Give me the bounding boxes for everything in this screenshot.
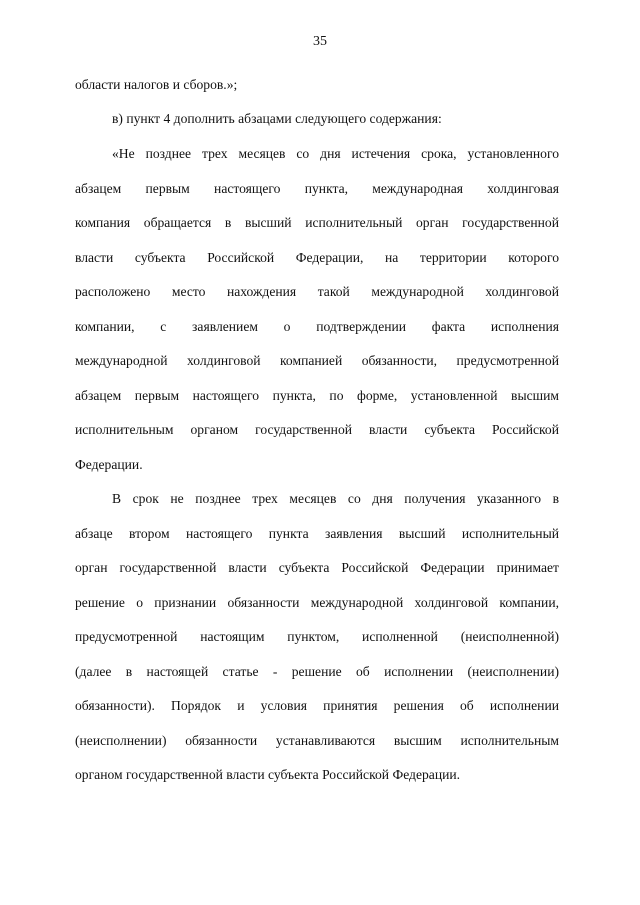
text-line-16: решение о признании обязанности международной холдинговой компании, [75,595,559,610]
text-line-8: компании, с заявлением о подтверждении факта исполнения [75,319,559,334]
text-line-18: (далее в настоящей статье - решение об исполнении (неисполнении) [75,664,559,679]
text-line-19: обязанности). Порядок и условия принятия решения об исполнении [75,698,559,713]
text-line-12: Федерации. [75,457,143,472]
text-line-13: В срок не позднее трех месяцев со дня получения указанного в [112,491,559,506]
text-line-5: компания обращается в высший исполнительный орган государственной [75,215,559,230]
text-line-11: исполнительным органом государственной власти субъекта Российской [75,422,559,437]
text-line-7: расположено место нахождения такой международной холдинговой [75,284,559,299]
text-line-1: области налогов и сборов.»; [75,77,238,92]
page-number: 35 [313,34,327,49]
text-line-2: в) пункт 4 дополнить абзацами следующего содержания: [112,111,442,126]
text-line-6: власти субъекта Российской Федерации, на территории которого [75,250,559,265]
text-line-3: «Не позднее трех месяцев со дня истечения срока, установленного [112,146,559,161]
text-line-20: (неисполнении) обязанности устанавливаются высшим исполнительным [75,733,559,748]
text-line-10: абзацем первым настоящего пункта, по форме, установленной высшим [75,388,559,403]
text-line-9: международной холдинговой компанией обязанности, предусмотренной [75,353,559,368]
text-line-21: органом государственной власти субъекта Российской Федерации. [75,767,461,782]
text-line-17: предусмотренной настоящим пунктом, исполненной (неисполненной) [75,629,559,644]
text-line-15: орган государственной власти субъекта Российской Федерации принимает [75,560,559,575]
text-line-4: абзацем первым настоящего пункта, международная холдинговая [75,181,559,196]
text-line-14: абзаце втором настоящего пункта заявления высший исполнительный [75,526,559,541]
